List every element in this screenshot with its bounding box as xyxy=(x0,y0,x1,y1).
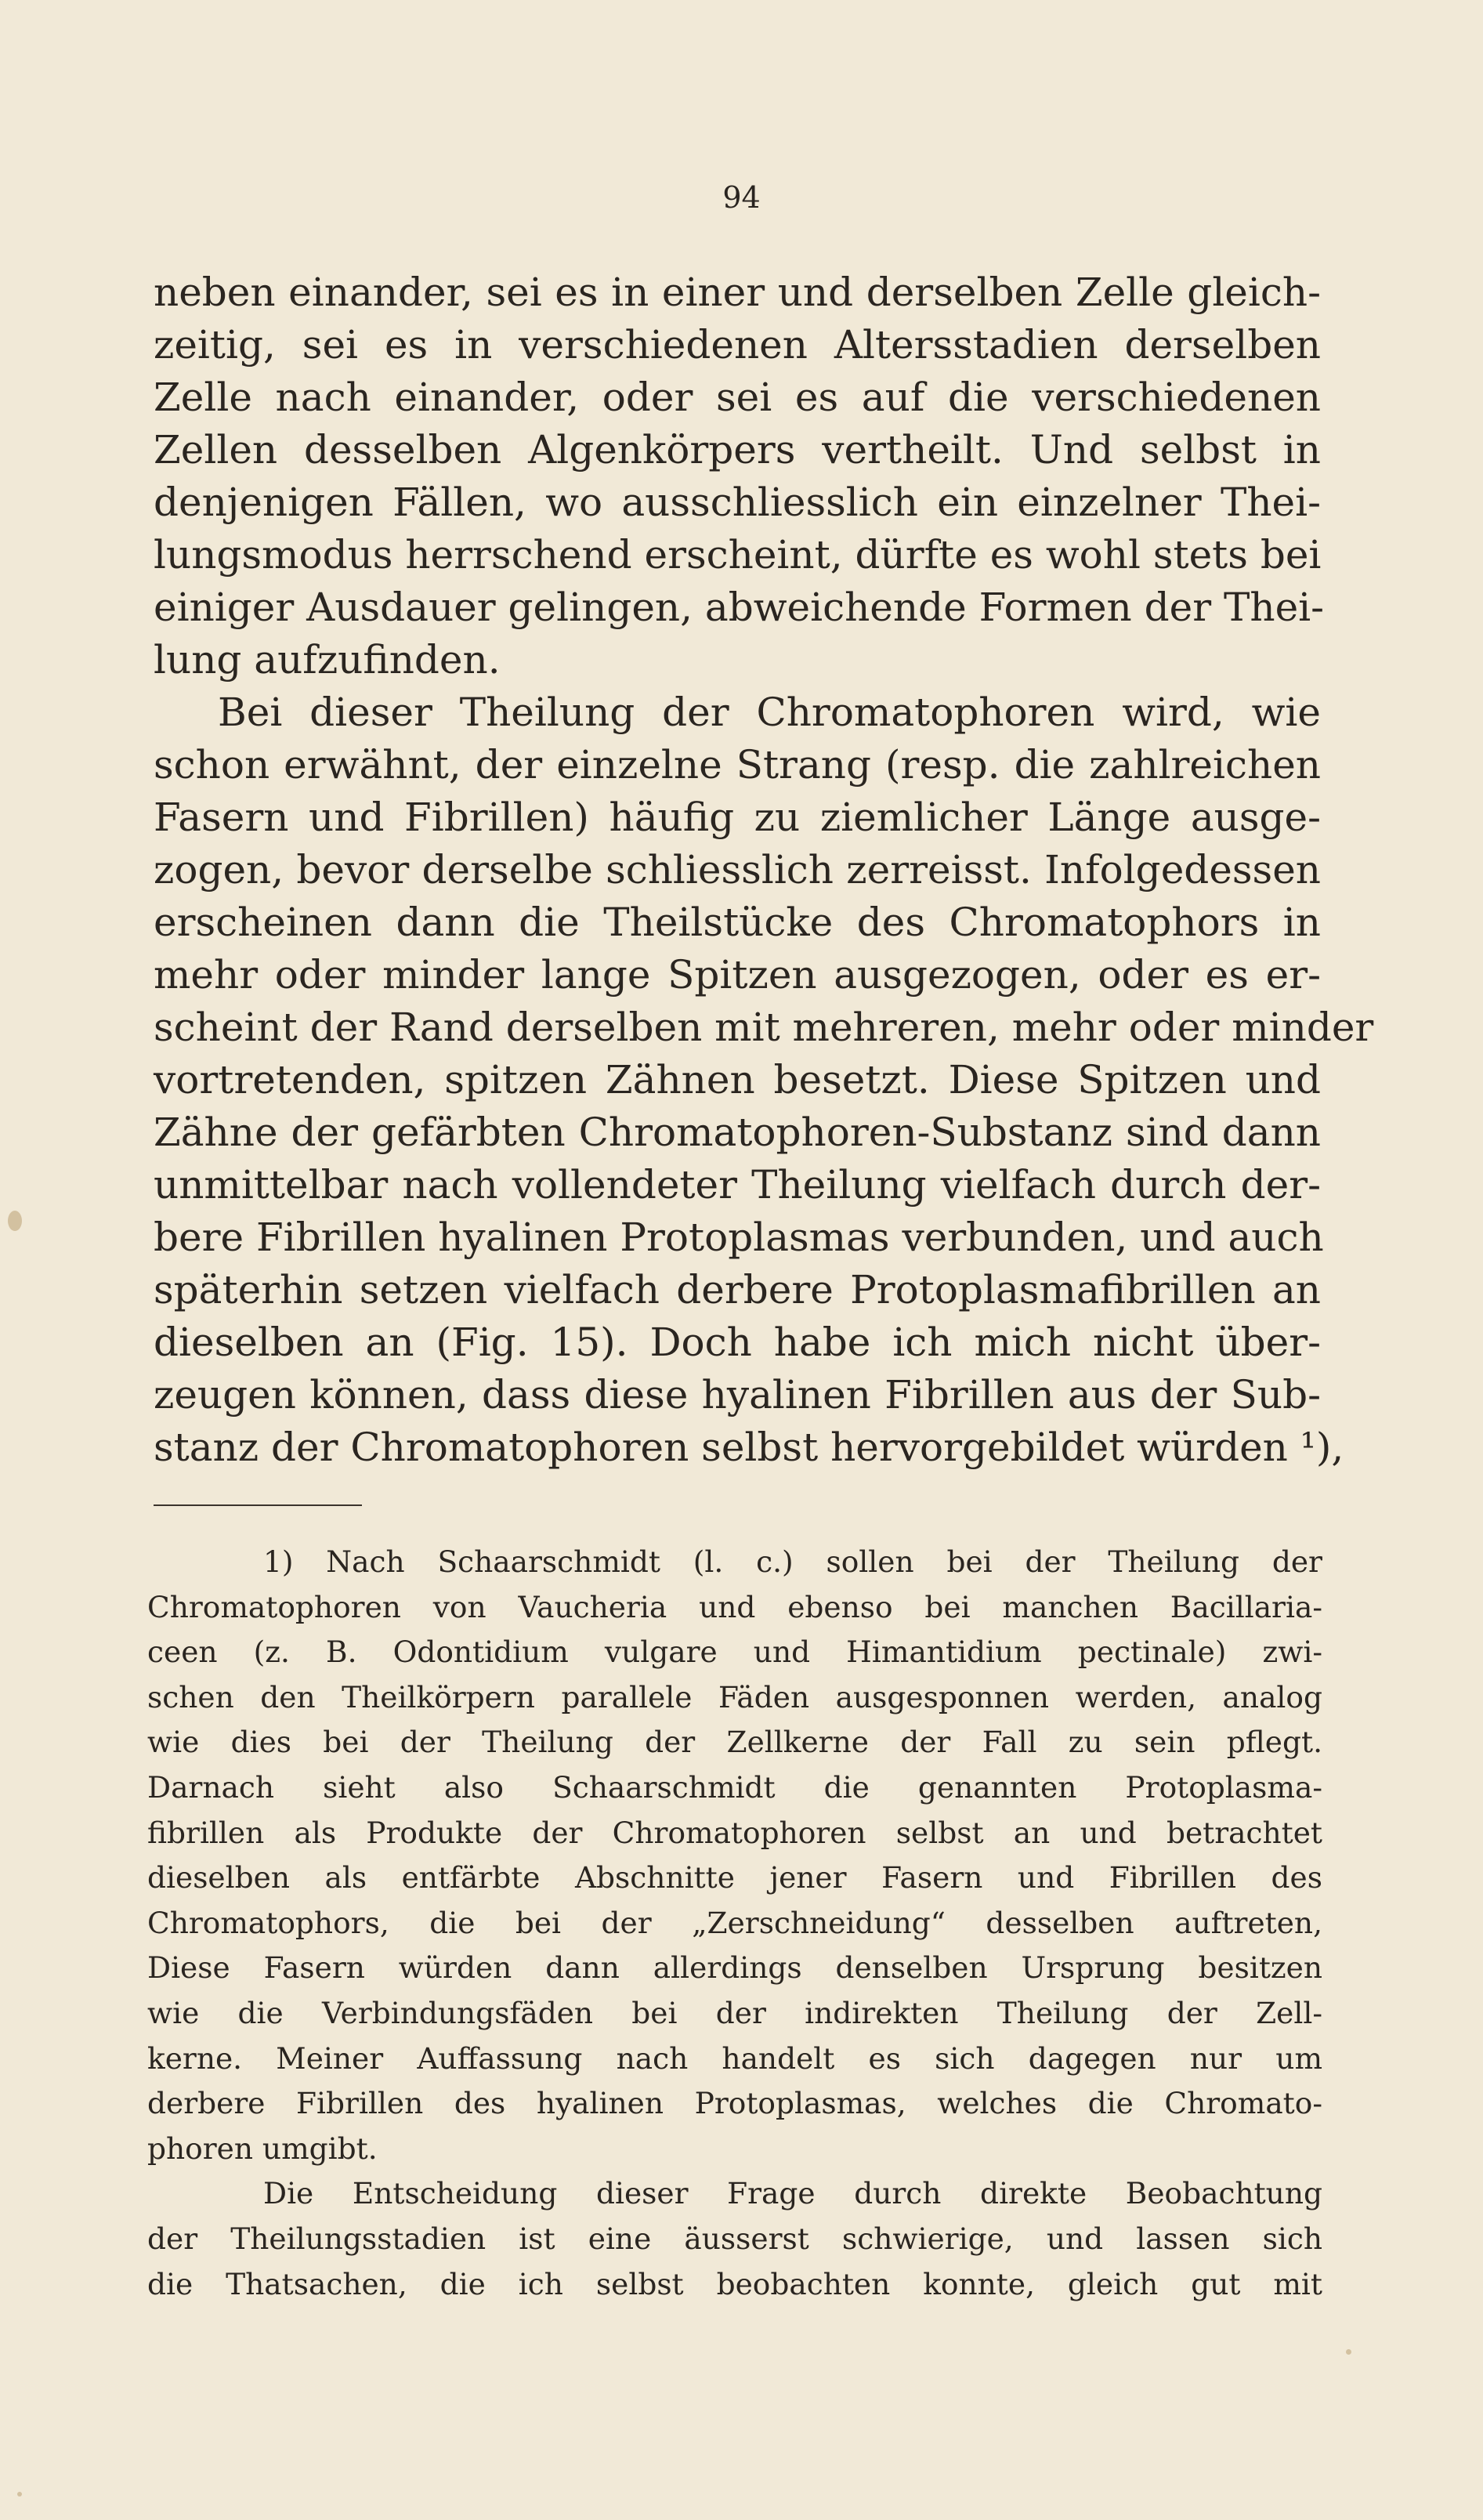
text-line: bere Fibrillen hyalinen Protoplasmas verbunden, und auch xyxy=(154,1215,1324,1260)
text-line: mehr oder minder lange Spitzen ausgezogen, oder es er- xyxy=(154,952,1321,998)
footnote-line: 1) Nach Schaarschmidt (l. c.) sollen bei der Theilung der xyxy=(263,1544,1322,1579)
text-line: stanz der Chromatophoren selbst hervorgebildet würden ¹), xyxy=(154,1425,1344,1470)
main-text xyxy=(154,266,1374,1474)
paper-speck xyxy=(1346,2349,1351,2355)
text-line: scheint der Rand derselben mit mehreren, mehr oder minder xyxy=(154,1005,1374,1050)
footnote-line: Die Entscheidung dieser Frage durch direkte Beobachtung xyxy=(263,2176,1322,2211)
footnote-line: phoren umgibt. xyxy=(147,2131,378,2166)
footnote-line: wie die Verbindungsfäden bei der indirekten Theilung der Zell- xyxy=(147,1995,1322,2030)
text-line: Zelle nach einander, oder sei es auf die verschiedenen xyxy=(154,375,1321,420)
text-line: Zähne der gefärbten Chromatophoren-Substanz sind dann xyxy=(154,1110,1321,1155)
text-line: neben einander, sei es in einer und derselben Zelle gleich- xyxy=(154,270,1321,315)
footnote-line: wie dies bei der Theilung der Zellkerne der Fall zu sein pflegt. xyxy=(147,1725,1322,1760)
text-line: vortretenden, spitzen Zähnen besetzt. Diese Spitzen und xyxy=(154,1057,1321,1102)
page-number: 94 xyxy=(722,180,761,215)
paper-speck xyxy=(17,2492,22,2496)
footnote-line: schen den Theilkörpern parallele Fäden ausgesponnen werden, analog xyxy=(147,1679,1322,1714)
footnote-line: fibrillen als Produkte der Chromatophoren selbst an und betrachtet xyxy=(147,1815,1322,1850)
footnote-line: der Theilungsstadien ist eine äusserst schwierige, und lassen sich xyxy=(147,2221,1322,2256)
text-line: Bei dieser Theilung der Chromatophoren wird, wie xyxy=(218,690,1321,735)
text-line: lungsmodus herrschend erscheint, dürfte es wohl stets bei xyxy=(154,532,1322,578)
footnote-line: Diese Fasern würden dann allerdings denselben Ursprung besitzen xyxy=(147,1950,1322,1986)
footnote-line: derbere Fibrillen des hyalinen Protoplasmas, welches die Chromato- xyxy=(147,2086,1322,2121)
footnote-line: Chromatophors, die bei der „Zerschneidung“ desselben auftreten, xyxy=(147,1905,1322,1940)
text-line: dieselben an (Fig. 15). Doch habe ich mich nicht über- xyxy=(154,1320,1321,1365)
text-line: zeitig, sei es in verschiedenen Altersstadien derselben xyxy=(154,322,1321,368)
text-line: unmittelbar nach vollendeter Theilung vielfach durch der- xyxy=(154,1162,1321,1208)
text-line: lung aufzufinden. xyxy=(154,637,501,682)
footnote-line: Darnach sieht also Schaarschmidt die genannten Protoplasma- xyxy=(147,1769,1322,1805)
footnote-line: kerne. Meiner Auffassung nach handelt es sich dagegen nur um xyxy=(147,2040,1322,2076)
text-line: Fasern und Fibrillen) häufig zu ziemlicher Länge ausge- xyxy=(154,795,1321,840)
footnote-line: ceen (z. B. Odontidium vulgare und Himantidium pectinale) zwi- xyxy=(147,1635,1322,1670)
footnote-separator xyxy=(154,1504,362,1506)
text-line: denjenigen Fällen, wo ausschliesslich ein einzelner Thei- xyxy=(154,480,1321,525)
text-line: zeugen können, dass diese hyalinen Fibrillen aus der Sub- xyxy=(154,1372,1321,1418)
footnote-block xyxy=(147,1540,1322,2307)
footnote-line: Chromatophoren von Vaucheria und ebenso bei manchen Bacillaria- xyxy=(147,1589,1322,1624)
text-line: Zellen desselben Algenkörpers vertheilt. Und selbst in xyxy=(154,427,1321,472)
text-line: zogen, bevor derselbe schliesslich zerreisst. Infolgedessen xyxy=(154,847,1321,892)
text-line: späterhin setzen vielfach derbere Protoplasmafibrillen an xyxy=(154,1267,1321,1312)
text-line: erscheinen dann die Theilstücke des Chromatophors in xyxy=(154,900,1321,945)
paper-stain xyxy=(8,1211,22,1231)
text-line: einiger Ausdauer gelingen, abweichende Formen der Thei- xyxy=(154,585,1325,630)
footnote-line: die Thatsachen, die ich selbst beobachten konnte, gleich gut mit xyxy=(147,2266,1322,2301)
footnote-line: dieselben als entfärbte Abschnitte jener Fasern und Fibrillen des xyxy=(147,1860,1322,1895)
text-line: schon erwähnt, der einzelne Strang (resp. die zahlreichen xyxy=(154,742,1321,788)
